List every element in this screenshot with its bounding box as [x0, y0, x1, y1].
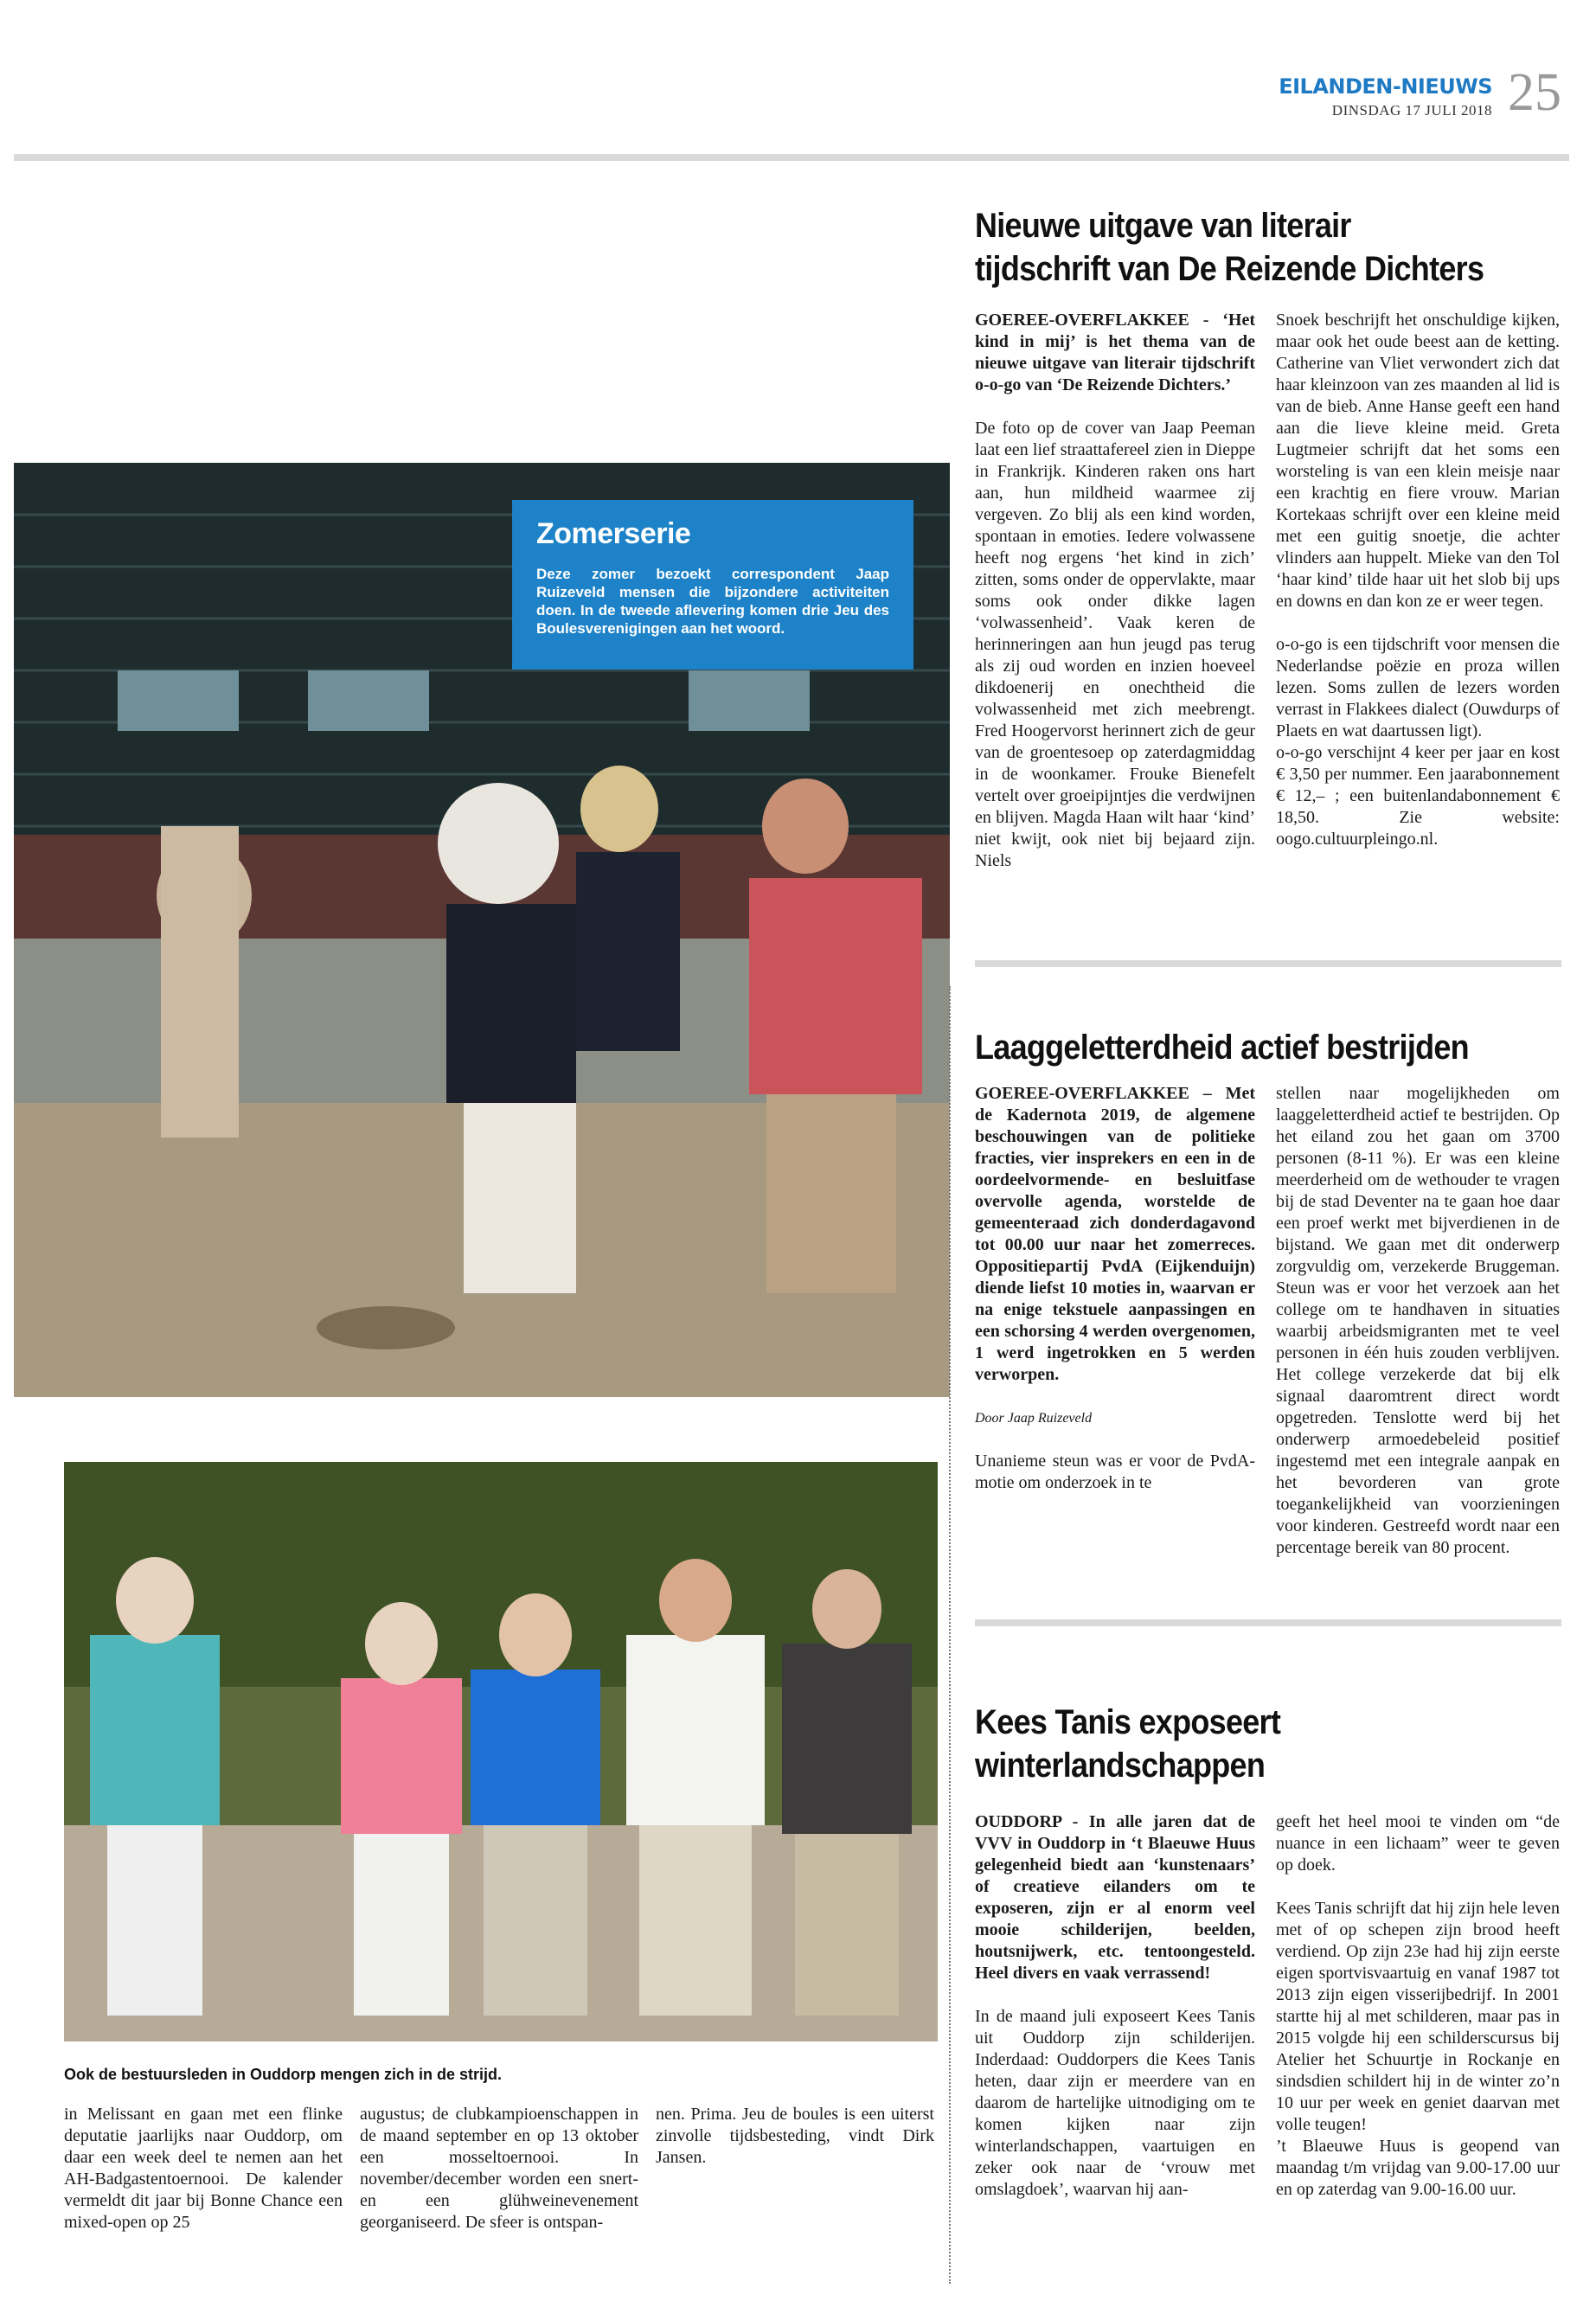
tanis-lead: OUDDORP - In alle jaren dat de VVV in Ouddorp in ‘t Blaeuwe Huus gelegenheid biedt aan ‘kunstenaars’ of creatieve eilanders om te exposeren, zijn er al enorm veel mooie schilderijen, beelden, houtsnijwerk, etc. tentoongesteld. Heel divers en vaak verrassend! — [975, 1812, 1255, 1983]
header-divider — [14, 154, 1569, 161]
newspaper-brand: EILANDEN-NIEUWS — [1279, 74, 1492, 99]
headline-line-2: winterlandschappen — [975, 1747, 1266, 1785]
headline-reizende-dichters — [975, 204, 1567, 291]
boules-col1-text: in Melissant en gaan met een flinke deputatie jaarlijks naar Ouddorp, om daar een week deel te nemen aan het AH-Badgastentoernooi. De kalender vermeldt dit jaar bij Bonne Chance een mixed-open op 25 — [64, 2105, 343, 2232]
reizende-lead: GOEREE-OVERFLAKKEE - ‘Het kind in mij’ is het thema van de nieuwe uitgave van literair tijdschrift o-o-go van ‘De Reizende Dichters.’ — [975, 311, 1255, 394]
laag-lead: GOEREE-OVERFLAKKEE – Met de Kadernota 2019, de algemene beschouwingen van de politieke fracties, vier insprekers en een in de oordeelvormende- en besluitfase overvolle agenda, worstelde de gemeenteraad zich donderdagavond tot 00.00 uur naar het zomerreces. Oppositiepartij PvdA (Eijkenduijn) diende liefst 10 moties in, waarvan er na enige tekstuele aanpassingen en een schorsing 4 werden overgenomen, 1 werd ingetrokken en 5 werden verworpen. — [975, 1084, 1255, 1384]
article-tanis-col2 — [1276, 1811, 1560, 2201]
article-laag-col1 — [975, 1083, 1255, 1494]
laag-byline: Door Jaap Ruizeveld — [975, 1411, 1093, 1426]
headline-kees-tanis — [975, 1701, 1567, 1787]
infobox-text: Deze zomer bezoekt correspondent Jaap Ruizeveld mensen die bijzondere activiteiten doen. In de tweede aflevering komen drie Jeu des Boulesverenigingen aan het woord. — [536, 566, 889, 637]
photo-board-members — [64, 1462, 938, 2041]
article-reizende-col2 — [1276, 310, 1560, 850]
reizende-paragraph: Snoek beschrijft het onschuldige kijken, maar ook het oude beest aan de ketting. Catherine van Vliet verwondert zich dat haar kleinzoon van zes maanden al lid is van de bieb. Anne Hanse geeft een hand aan die lieve kleine meid. Greta Lugtmeier schrijft dat het soms een worsteling is van een klein meisje naar een krachtig en fiere vrouw. Marian Kortekaas schrijft over een kleine meid met een guitig snoetje, die achter vlinders aan huppelt. Mieke van den Tol ‘haar kind’ tilde haar uit het slob bij ups en downs en dan kon ze er weer tegen. — [1276, 311, 1560, 611]
article-boules-col2 — [360, 2104, 638, 2234]
issue-date: DINSDAG 17 JULI 2018 — [1331, 102, 1492, 119]
headline-laaggeletterdheid — [975, 1026, 1567, 1069]
headline-line-1: Kees Tanis exposeert — [975, 1703, 1281, 1741]
zomerserie-infobox — [512, 500, 913, 670]
article-divider-1 — [975, 960, 1561, 967]
headline-line-1: Nieuwe uitgave van literair — [975, 207, 1351, 245]
infobox-title: Zomerserie — [536, 517, 691, 550]
article-boules-col1 — [64, 2104, 343, 2234]
reizende-paragraph: o-o-go verschijnt 4 keer per jaar en kost € 3,50 per nummer. Een jaarabonnement € 12,– ; een buitenlandabonnement € 18,50. Zie website: oogo.cultuurpleingo.nl. — [1276, 743, 1560, 849]
reizende-paragraph: o-o-go is een tijdschrift voor mensen die Nederlandse poëzie en proza willen lezen. Soms zullen de lezers worden verrast in Flakkees dialect (Ouwdurps of Plaets en wat daartussen ligt). — [1276, 635, 1560, 740]
tanis-paragraph: In de maand juli exposeert Kees Tanis uit Ouddorp zijn schilderijen. Inderdaad: Ouddorpers die Kees Tanis heten, daar zijn er meerdere van en daarom de hartelijke uitnodiging om te komen kijken naar zijn winterlandschappen, vaartuigen en zeker ook naar de ‘vrouw met omslagdoek’, waarvan hij aan- — [975, 2007, 1255, 2199]
column-divider — [949, 986, 951, 2284]
article-reizende-col1 — [975, 310, 1255, 894]
reizende-paragraph: De foto op de cover van Jaap Peeman laat een lief straattafereel zien in Dieppe in Frankrijk. Kinderen raken ons hart aan, hun mildheid waarmee zij vergeven. Zo blij als een kind worden, spontaan in emoties. Iedere volwassene heeft nog ergens ‘het kind in zich’ zitten, soms onder de oppervlakte, maar soms ook onder dikke lagen ‘volwassenheid’. Vaak keren de herinneringen aan hun jeugd pas terug als zij oud worden en inzien hoeveel dikdoenerij en onechtheid die volwassenheid met zich meebrengt. Fred Hoogervorst herinnert zich de geur van de groentesoep op zaterdagmiddag in de woonkamer. Frouke Bienefelt vertelt over groeipijntjes die verdwijnen en blijven. Magda Haan wilt haar ‘kind’ niet kwijt, ook niet bij bejaard zijn. Niels — [975, 419, 1255, 870]
tanis-paragraph: geeft het heel mooi te vinden om “de nuance in een lichaam” weer te geven op doek. — [1276, 1812, 1560, 1875]
article-laag-col2 — [1276, 1083, 1560, 1559]
photo-caption: Ook de bestuursleden in Ouddorp mengen zich in de strijd. — [64, 2066, 503, 2083]
article-divider-2 — [975, 1619, 1561, 1626]
headline-line-2: tijdschrift van De Reizende Dichters — [975, 250, 1484, 288]
laag-paragraph: Unanieme steun was er voor de PvdA-motie om onderzoek in te — [975, 1452, 1255, 1492]
laag-paragraph: stellen naar mogelijkheden om laaggeletterdheid actief te bestrijden. Op het eiland zou het gaan om 3700 personen (8-11 %). Er was een kleine meerderheid om de wethouder te vragen bij de stad Deventer na te gaan hoe daar een proef werkt met bijverdienen in de bijstand. We gaan met dit onderwerp zorgvuldig om, verzekerde Bruggeman. Steun was er voor het verzoek aan het college om te handhaven in situaties waarbij arbeidsmigranten met te veel personen in één huis zouden verblijven. Het college verzekerde dat bij elk signaal daaromtrent direct wordt opgetreden. Tenslotte werd bij het onderwerp armoedebeleid positief ingestemd met een integrale aanpak en het bevorderen van grote toegankelijkheid van voorzieningen voor kinderen. Gestreefd wordt naar een percentage bereik van 80 procent. — [1276, 1084, 1560, 1557]
boules-col2-text: augustus; de clubkampioenschappen in de maand september en op 13 oktober een mosseltoernooi. In november/december worden een snert- en een glühweinevenement georganiseerd. De sfeer is ontspan- — [360, 2105, 638, 2232]
article-tanis-col1 — [975, 1811, 1255, 2201]
tanis-paragraph: ’t Blaeuwe Huus is geopend van maandag t/m vrijdag van 9.00-17.00 uur en op zaterdag van 9.00-16.00 uur. — [1276, 2137, 1560, 2199]
article-boules-col3 — [656, 2104, 934, 2169]
headline-line-1: Laaggeletterdheid actief bestrijden — [975, 1029, 1469, 1067]
boules-col3-text: nen. Prima. Jeu de boules is een uiterst zinvolle tijdsbesteding, vindt Dirk Jansen. — [656, 2105, 934, 2167]
page-number: 25 — [1508, 63, 1561, 122]
masthead — [1279, 74, 1492, 119]
tanis-paragraph: Kees Tanis schrijft dat hij zijn hele leven met of op schepen zijn brood heeft verdiend. Op zijn 23e had hij zijn eerste eigen sportvisvaartuig en vanaf 1987 tot 2013 zijn eigen visserijbedrijf. In 2001 startte hij al met schilderen, maar pas in 2015 volgde hij een schilderscursus bij Atelier het Schuurtje in Rockanje en sindsdien schildert hij in de winter zo’n 10 uur per week en geniet daarvan met volle teugen! — [1276, 1899, 1560, 2134]
